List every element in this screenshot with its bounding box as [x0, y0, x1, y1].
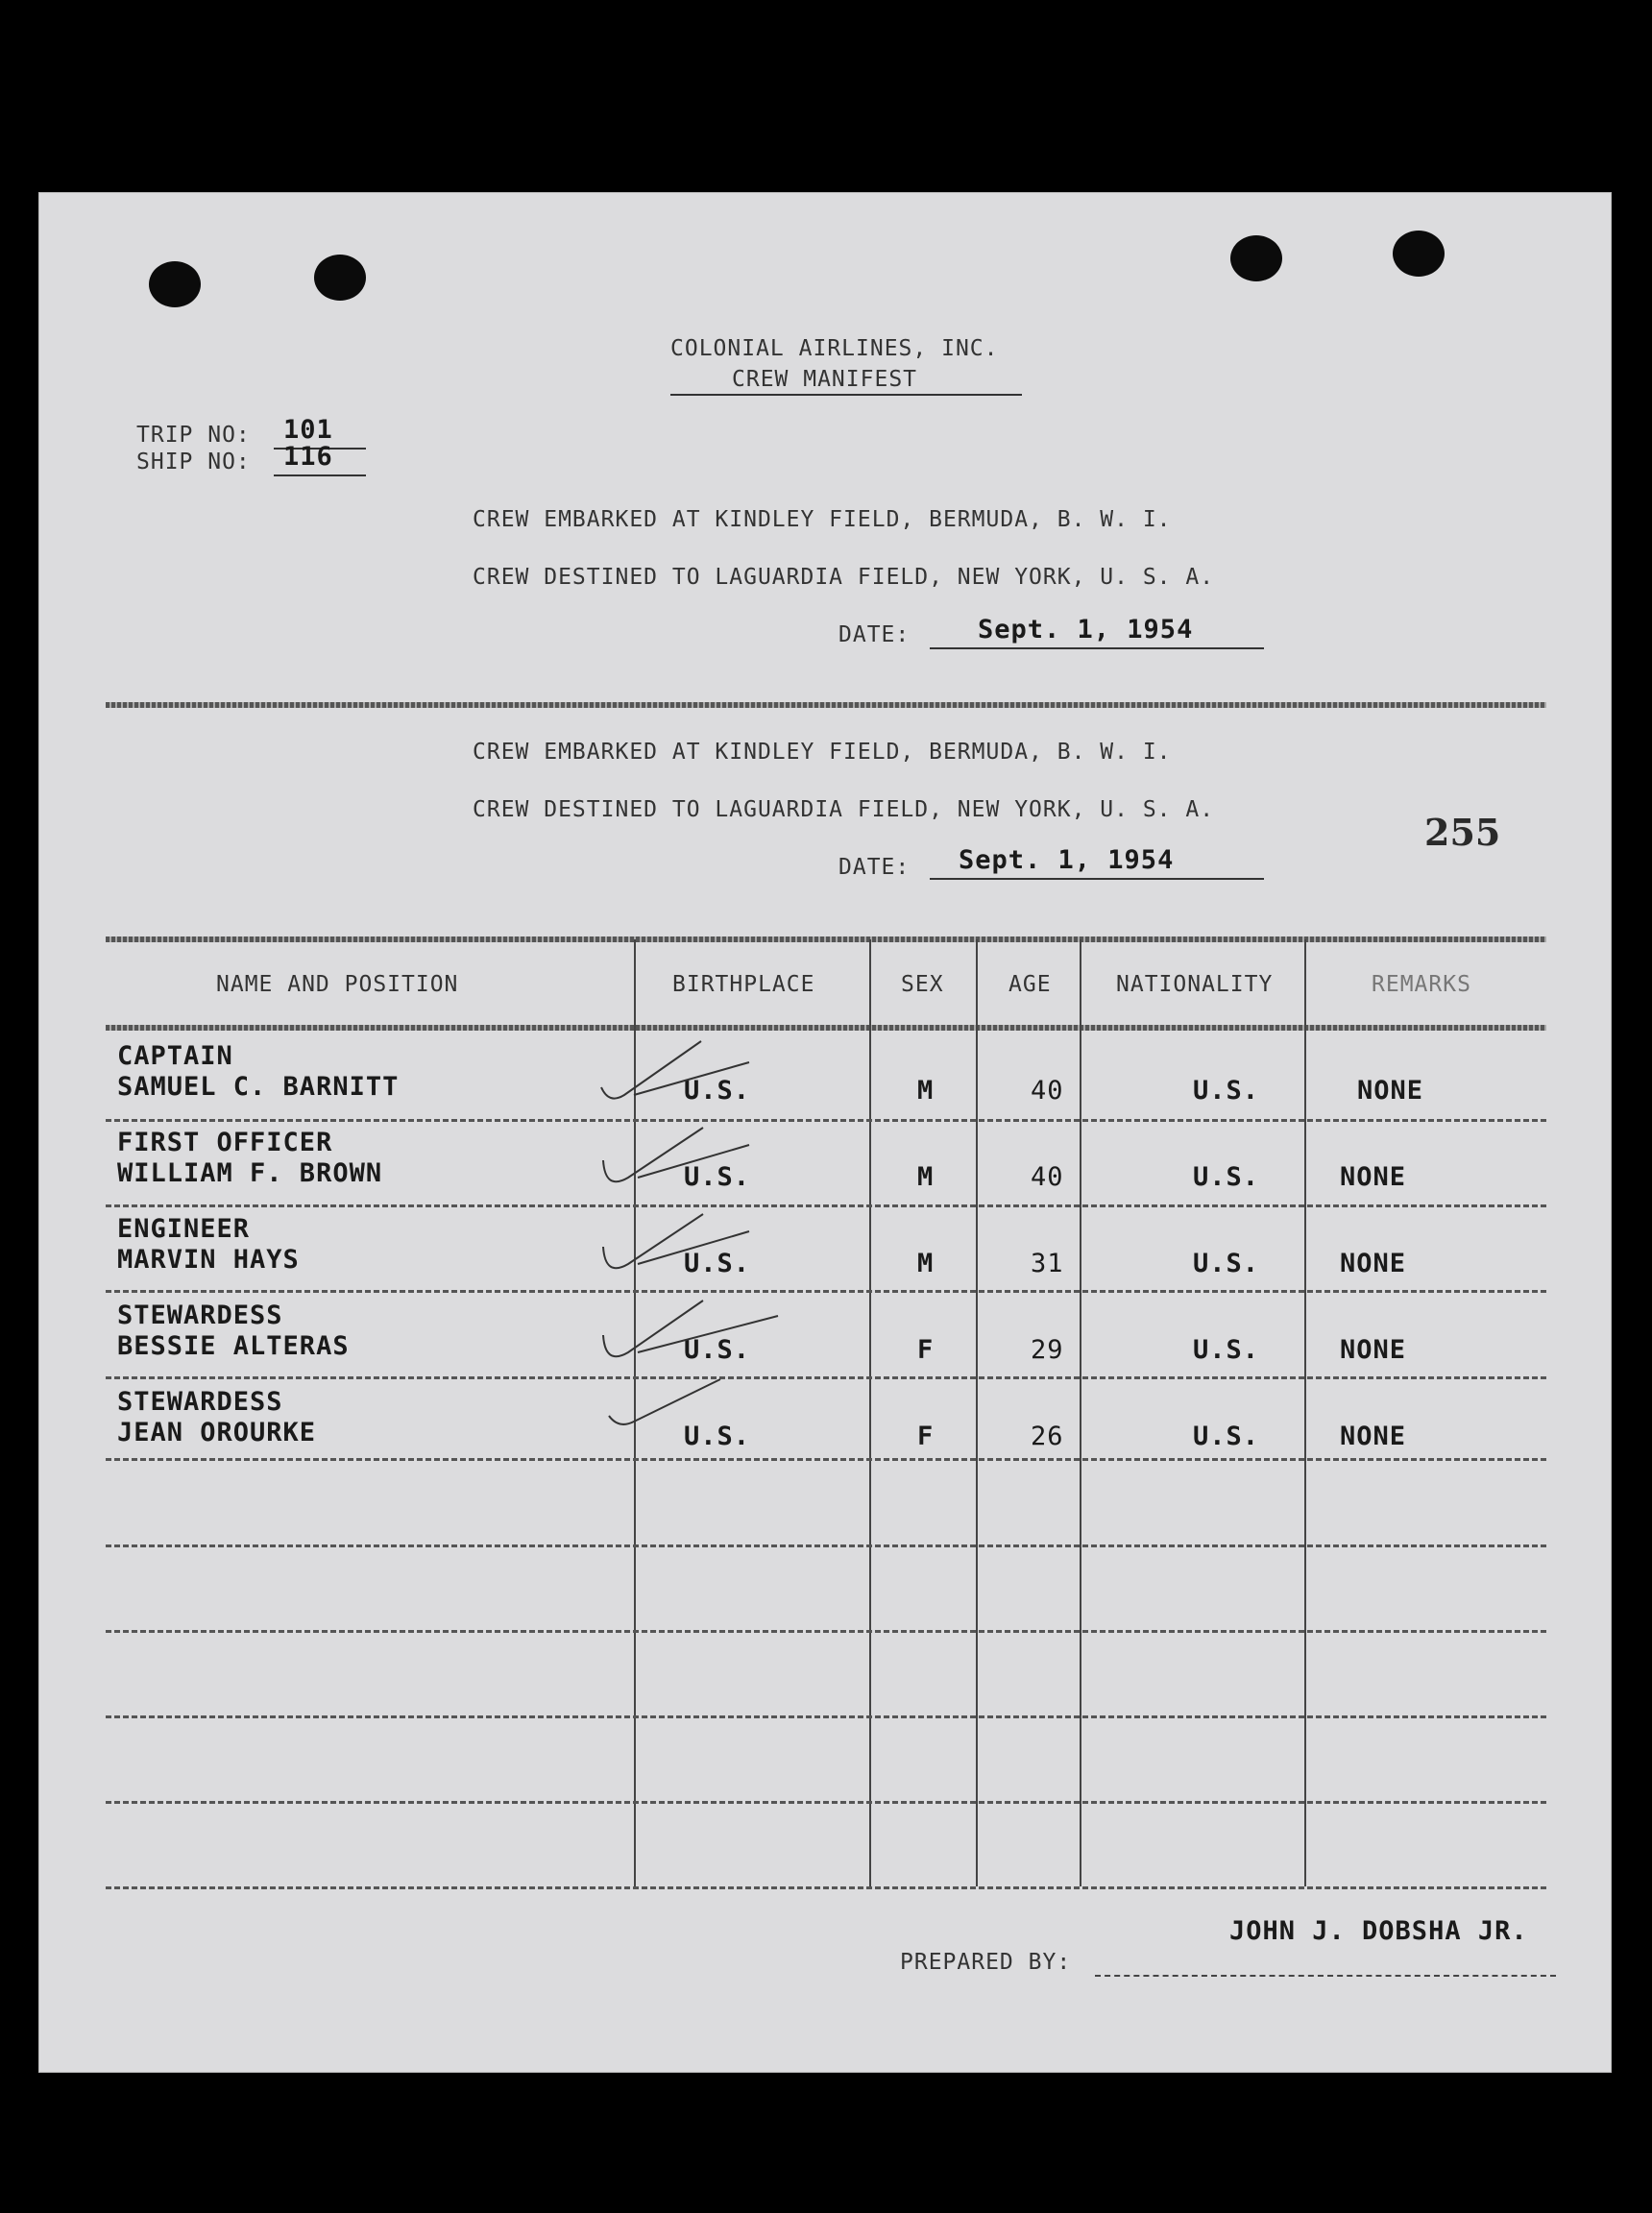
punch-hole — [149, 261, 201, 307]
table-top-border — [106, 936, 1546, 942]
column-header-name: NAME AND POSITION — [216, 972, 459, 997]
crew-birthplace: U.S. — [684, 1162, 751, 1192]
crew-name: WILLIAM F. BROWN — [117, 1158, 383, 1188]
crew-birthplace: U.S. — [684, 1249, 751, 1278]
row-divider — [106, 1376, 1546, 1379]
crew-remarks: NONE — [1340, 1249, 1407, 1278]
crew-age: 29 — [1031, 1335, 1064, 1365]
column-header-birthplace: BIRTHPLACE — [672, 972, 815, 997]
prepared-by-underline — [1095, 1975, 1556, 1977]
row-divider — [106, 1801, 1546, 1804]
destined-line: CREW DESTINED TO LAGUARDIA FIELD, NEW YORK, U. S. A. — [473, 797, 1215, 822]
row-divider — [106, 1119, 1546, 1122]
punch-hole — [1393, 231, 1445, 277]
row-divider — [106, 1544, 1546, 1547]
crew-position: ENGINEER — [117, 1214, 251, 1244]
column-divider — [1304, 939, 1306, 1886]
crew-name: BESSIE ALTERAS — [117, 1331, 350, 1361]
ship-no-label: SHIP NO: — [136, 450, 251, 474]
column-divider — [976, 939, 978, 1886]
crew-remarks: NONE — [1357, 1076, 1424, 1106]
column-header-age: AGE — [1008, 972, 1052, 997]
row-divider — [106, 1715, 1546, 1718]
crew-sex: F — [917, 1335, 935, 1365]
crew-position: STEWARDESS — [117, 1387, 283, 1417]
crew-nationality: U.S. — [1193, 1249, 1260, 1278]
date-label: DATE: — [838, 855, 911, 880]
column-header-nationality: NATIONALITY — [1116, 972, 1274, 997]
column-header-remarks: REMARKS — [1372, 972, 1471, 997]
crew-age: 40 — [1031, 1076, 1064, 1106]
crew-name: SAMUEL C. BARNITT — [117, 1072, 400, 1102]
prepared-by-label: PREPARED BY: — [900, 1950, 1072, 1975]
date-value: Sept. 1, 1954 — [959, 845, 1175, 875]
prepared-by-name: JOHN J. DOBSHA JR. — [1229, 1916, 1528, 1946]
crew-age: 26 — [1031, 1422, 1064, 1451]
crew-nationality: U.S. — [1193, 1076, 1260, 1106]
crew-nationality: U.S. — [1193, 1422, 1260, 1451]
crew-name: MARVIN HAYS — [117, 1245, 300, 1275]
crew-name: JEAN OROURKE — [117, 1418, 317, 1447]
crew-position: CAPTAIN — [117, 1041, 233, 1071]
crew-sex: M — [917, 1076, 935, 1106]
ship-no-value: 116 — [283, 442, 333, 472]
crew-position: STEWARDESS — [117, 1301, 283, 1330]
punch-hole — [314, 255, 366, 301]
date-underline — [930, 878, 1264, 880]
title-underline — [670, 394, 1022, 396]
row-divider — [106, 1630, 1546, 1633]
date-label: DATE: — [838, 622, 911, 647]
punch-hole — [1230, 235, 1282, 281]
crew-birthplace: U.S. — [684, 1335, 751, 1365]
crew-nationality: U.S. — [1193, 1335, 1260, 1365]
destined-line: CREW DESTINED TO LAGUARDIA FIELD, NEW YORK, U. S. A. — [473, 565, 1215, 590]
checkmark-icon — [605, 1374, 730, 1441]
crew-birthplace: U.S. — [684, 1076, 751, 1106]
checkmark-icon — [595, 1122, 759, 1199]
ship-no-underline — [274, 474, 366, 476]
crew-remarks: NONE — [1340, 1162, 1407, 1192]
document-title: CREW MANIFEST — [732, 367, 918, 392]
table-header-border — [106, 1025, 1546, 1031]
column-header-sex: SEX — [901, 972, 944, 997]
date-value: Sept. 1, 1954 — [978, 615, 1194, 644]
row-divider — [106, 1458, 1546, 1461]
column-divider — [869, 939, 871, 1886]
checkmark-icon — [595, 1037, 759, 1114]
crew-sex: M — [917, 1162, 935, 1192]
checkmark-icon — [595, 1208, 759, 1285]
date-underline — [930, 647, 1264, 649]
row-divider — [106, 1290, 1546, 1293]
crew-position: FIRST OFFICER — [117, 1128, 333, 1157]
column-divider — [1080, 939, 1081, 1886]
crew-age: 40 — [1031, 1162, 1064, 1192]
crew-remarks: NONE — [1340, 1422, 1407, 1451]
trip-no-value: 101 — [283, 415, 333, 445]
embarked-line: CREW EMBARKED AT KINDLEY FIELD, BERMUDA, B. W. I. — [473, 740, 1172, 765]
section-divider — [106, 702, 1546, 708]
crew-sex: M — [917, 1249, 935, 1278]
crew-birthplace: U.S. — [684, 1422, 751, 1451]
crew-age: 31 — [1031, 1249, 1064, 1278]
checkmark-icon — [595, 1295, 788, 1372]
crew-sex: F — [917, 1422, 935, 1451]
row-divider — [106, 1204, 1546, 1207]
page-number-stamp: 255 — [1424, 811, 1501, 854]
table-bottom-border — [106, 1886, 1546, 1889]
embarked-line: CREW EMBARKED AT KINDLEY FIELD, BERMUDA, B. W. I. — [473, 507, 1172, 532]
trip-no-label: TRIP NO: — [136, 423, 251, 448]
crew-remarks: NONE — [1340, 1335, 1407, 1365]
crew-nationality: U.S. — [1193, 1162, 1260, 1192]
company-name: COLONIAL AIRLINES, INC. — [670, 336, 999, 361]
